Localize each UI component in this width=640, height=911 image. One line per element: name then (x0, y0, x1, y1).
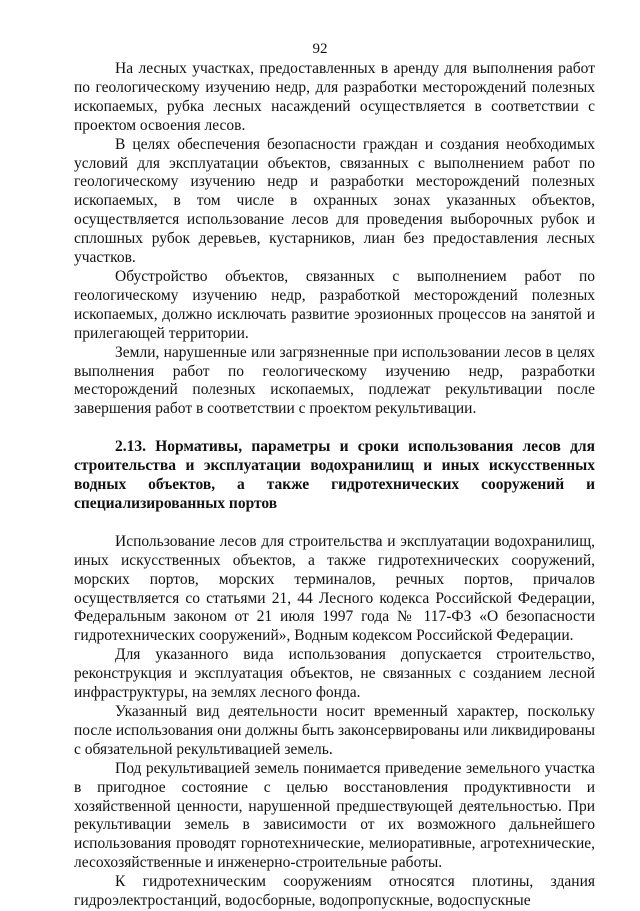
paragraph: Земли, нарушенные или загрязненные при использовании лесов в целях выполнения работ по геологическому изучению недр, разработки месторождений полезных ископаемых, подлежат рекультивации после завершения работ в соответствии с проектом рекультивации. (74, 343, 595, 418)
paragraph: Обустройство объектов, связанных с выполнением работ по геологическому изучению недр, разработкой месторождений полезных ископаемых, должно исключать развитие эрозионных процессов на занятой и прилегающей территории. (74, 267, 595, 342)
paragraph: Использование лесов для строительства и эксплуатации водохранилищ, иных искусственных объектов, а также гидротехнических сооружений, морских портов, морских терминалов, речных портов, причалов осуществляется со статьями 21, 44 Лесного кодекса Российской Федерации, Федеральным законом от 21 июля 1997 года № 117-ФЗ «О безопасности гидротехнических сооружений», Водным кодексом Российской Федерации. (74, 532, 595, 645)
paragraph: На лесных участках, предоставленных в аренду для выполнения работ по геологическому изучению недр, для разработки месторождений полезных ископаемых, рубка лесных насаждений осуществляется в соответствии с проектом освоения лесов. (74, 60, 595, 134)
paragraph: В целях обеспечения безопасности граждан и создания необходимых условий для эксплуатации объектов, связанных с выполнением работ по геологическому изучению недр и разработки месторождений полезных ископаемых, в том числе в охранных зонах указанных объектов, осуществляется использование лесов для проведения выборочных рубок и сплошных рубок деревьев, кустарников, лиан без предоставления лесных участков. (74, 135, 595, 267)
page-number: 92 (312, 41, 328, 57)
paragraph: Для указанного вида использования допускается строительство, реконструкция и эксплуатация объектов, не связанных с созданием лесной инфраструктуры, на землях лесного фонда. (74, 646, 595, 702)
paragraph: К гидротехническим сооружениям относятся плотины, здания гидроэлектростанций, водосборные, водопропускные, водоспускные (74, 873, 595, 910)
document-body (74, 60, 595, 911)
paragraph: Указанный вид деятельности носит временный характер, поскольку после использования они должны быть законсервированы или ликвидированы с обязательной рекультивацией земель. (74, 703, 595, 758)
section-heading: 2.13. Нормативы, параметры и сроки использования лесов для строительства и эксплуатации водохранилищ и иных искусственных водных объектов, а также гидротехнических сооружений и специализированных портов (74, 438, 595, 512)
paragraph: Под рекультивацией земель понимается приведение земельного участка в пригодное состояние с целью восстановления продуктивности и хозяйственной ценности, нарушенной предшествующей деятельностью. При рекультивации земель в зависимости от их возможного дальнейшего использования проводят горнотехнические, мелиоративные, агротехнические, лесохозяйственные и инженерно-строительные работы. (74, 759, 595, 872)
